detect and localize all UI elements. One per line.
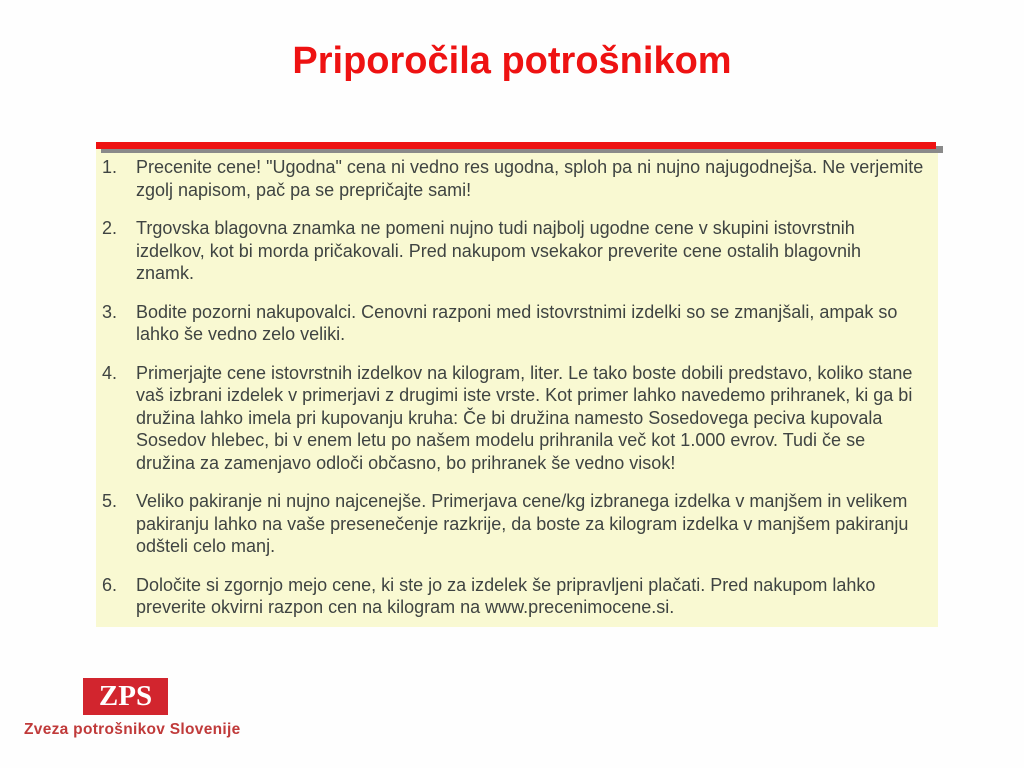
list-item-text: Trgovska blagovna znamka ne pomeni nujno tudi najbolj ugodne cene v skupini istovrstnih izdelkov, kot bi morda pričakovali. Pred nakupom vsekakor preverite cene ostalih blagovnih znamk. (136, 218, 862, 283)
list-item-text: Primerjajte cene istovrstnih izdelkov na kilogram, liter. Le tako boste dobili predstavo, koliko stane vaš izbrani izdelek v primerjavi z drugimi iste vrste. Kot primer lahko navedemo prihranek, ki ga bi družina lahko imela pri kupovanju kruha: Če bi družina namesto Sosedovega peciva kupovala Sosedov hlebec, bi v enem letu po našem modelu prihranila več kot 1.000 evrov. Tudi če se družina za zamenjavo odloči občasno, bo prihranek še vedno visok! (136, 362, 913, 473)
zps-logo (24, 678, 241, 739)
list-item-number: 4. (102, 362, 118, 383)
list-item (96, 301, 938, 346)
recommendations-panel (96, 149, 938, 627)
list-item-text: Določite si zgornjo mejo cene, ki ste jo za izdelek še pripravljeni plačati. Pred nakupom lahko preverite okvirni razpon cen na kilogram na www.precenimocene.si. (136, 574, 876, 617)
zps-logo-abbreviation: ZPS (98, 680, 153, 712)
zps-logo-badge (83, 678, 168, 715)
list-item-number: 1. (102, 157, 118, 177)
list-item-number: 6. (102, 574, 118, 595)
zps-logo-organization-name: Zveza potrošnikov Slovenije (24, 721, 241, 738)
list-item-number: 5. (102, 491, 118, 511)
list-item-text: Bodite pozorni nakupovalci. Cenovni razponi med istovrstnimi izdelki so se zmanjšali, ampak so lahko še vedno zelo veliki. (136, 301, 898, 344)
list-item (96, 156, 938, 201)
recommendations-list (96, 149, 938, 619)
list-item-text: Precenite cene! "Ugodna" cena ni vedno res ugodna, sploh pa ni nujno najugodnejša. Ne verjemite zgolj napisom, pač pa se prepričajte sami! (136, 157, 924, 200)
list-item-text: Veliko pakiranje ni nujno najcenejše. Primerjava cene/kg izbranega izdelka v manjšem in velikem pakiranju lahko na vaše presenečenje razkrije, da boste za kilogram izdelka v manjšem pakiranju odšteli celo manj. (136, 491, 909, 556)
list-item-number: 3. (102, 301, 118, 322)
list-item (96, 574, 938, 619)
list-item-number: 2. (102, 218, 118, 238)
list-item (96, 217, 938, 285)
divider-line (96, 142, 936, 149)
list-item (96, 490, 938, 558)
list-item (96, 362, 938, 475)
slide-title: Priporočila potrošnikom (292, 40, 732, 82)
